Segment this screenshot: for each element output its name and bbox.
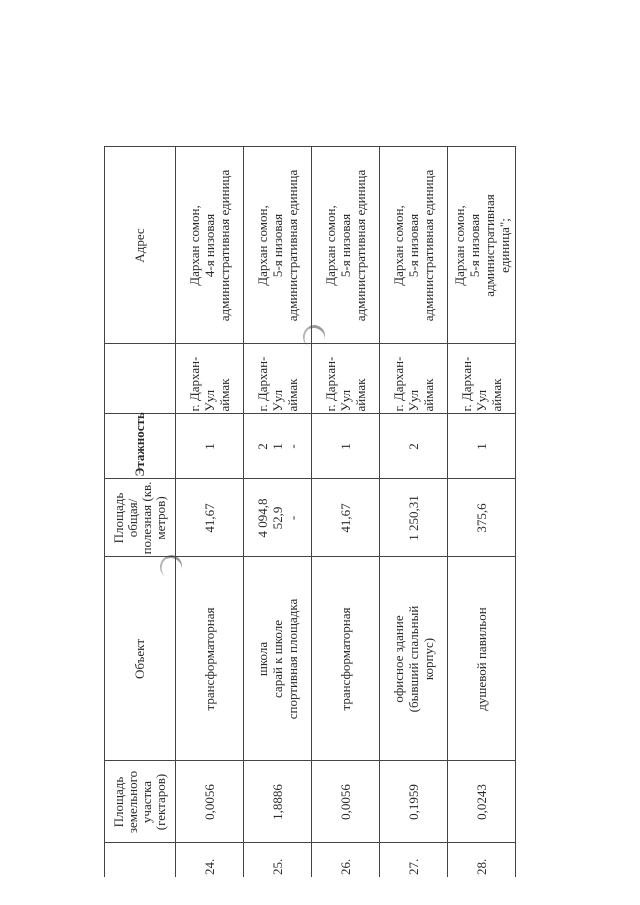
cell-location-line: г. Дархан- [187, 356, 202, 412]
cell-address-line: единица"; [496, 218, 512, 273]
cell-land-area: 1,8886 [244, 761, 312, 843]
cell-location-line: Уул [202, 389, 217, 412]
cell-total-area [176, 479, 244, 557]
cell-location-line: Уул [270, 389, 285, 412]
cell-address-line: Дархан сомон, [451, 205, 467, 286]
table-row [312, 147, 380, 877]
cell-total-area-line: 1 250,31 [406, 495, 421, 541]
cell-floors-line: 2 [255, 443, 270, 450]
cell-address-line: 5-я низовая [338, 213, 353, 278]
cell-number: 27. [380, 843, 448, 877]
cell-object-line: трансформаторная [338, 607, 353, 711]
cell-total-area-line: 4 094,8 [255, 498, 270, 538]
cell-address-line: Дархан сомон, [255, 205, 270, 286]
cell-address [244, 147, 312, 344]
cell-floors-line: 1 [202, 443, 217, 450]
table-row [448, 147, 516, 877]
cell-address [176, 147, 244, 344]
cell-object-line: спортивная площадка [285, 598, 300, 720]
header-address: Адрес [105, 147, 176, 344]
table-header-row [105, 147, 176, 877]
cell-floors [244, 414, 312, 479]
header-number [105, 843, 176, 877]
cell-location-line: аймак [285, 378, 300, 412]
cell-total-area-line: 52,9 [270, 506, 285, 530]
cell-total-area-line: 375,6 [474, 503, 489, 533]
header-land-area: Площадь земельного участка (гектаров) [105, 761, 176, 843]
cell-location-line: г. Дархан- [255, 356, 270, 412]
cell-location [448, 344, 516, 414]
cell-object [176, 557, 244, 761]
cell-land-area: 0,0056 [312, 761, 380, 843]
cell-number: 26. [312, 843, 380, 877]
cell-address [448, 147, 516, 344]
cell-floors-line: 1 [338, 443, 353, 450]
cell-object [312, 557, 380, 761]
cell-address-line: 4-я низовая [202, 213, 217, 278]
cell-object-line: корпус) [421, 637, 436, 681]
cell-address [312, 147, 380, 344]
cell-floors [312, 414, 380, 479]
cell-land-area: 0,0243 [448, 761, 516, 843]
cell-total-area-line: - [285, 515, 300, 521]
cell-floors-line: 1 [270, 443, 285, 450]
cell-floors [448, 414, 516, 479]
cell-floors-line: - [285, 444, 300, 449]
cell-number: 28. [448, 843, 516, 877]
cell-address-line: Дархан сомон, [187, 205, 202, 286]
cell-floors [380, 414, 448, 479]
cell-object-line: душевой павильон [474, 607, 489, 711]
header-total-area: Площадь общая/полезная (кв. метров) [105, 479, 176, 557]
cell-total-area [380, 479, 448, 557]
cell-address-line: административная единица [353, 169, 368, 322]
cell-address-line: административная единица [421, 169, 436, 322]
cell-object [380, 557, 448, 761]
cell-location-line: г. Дархан- [459, 356, 474, 412]
cell-location-line: Уул [406, 389, 421, 412]
cell-object-line: офисное здание [391, 615, 406, 703]
cell-address-line: 5-я низовая [406, 213, 421, 278]
cell-floors [176, 414, 244, 479]
cell-location-line: аймак [421, 378, 436, 412]
table-row [380, 147, 448, 877]
cell-location-line: аймак [489, 378, 504, 412]
cell-total-area [312, 479, 380, 557]
cell-location-line: Уул [474, 389, 489, 412]
cell-object-line: сарай к школе [270, 620, 285, 698]
cell-total-area-line: 41,67 [202, 503, 217, 533]
cell-floors-line: 2 [406, 443, 421, 450]
cell-floors-line: 1 [474, 443, 489, 450]
cell-number: 25. [244, 843, 312, 877]
table-row [244, 147, 312, 877]
cell-address-line: Дархан сомон, [323, 205, 338, 286]
cell-address-line: 5-я низовая [270, 213, 285, 278]
property-table [104, 147, 516, 878]
cell-address-line: 5-я низовая [466, 213, 482, 278]
cell-object [448, 557, 516, 761]
header-floors: Этажность [105, 414, 176, 479]
cell-location-line: Уул [338, 389, 353, 412]
cell-total-area-line: 41,67 [338, 503, 353, 533]
cell-location [176, 344, 244, 414]
cell-location [380, 344, 448, 414]
cell-location-line: г. Дархан- [391, 356, 406, 412]
cell-address-line: Дархан сомон, [391, 205, 406, 286]
header-object: Объект [105, 557, 176, 761]
cell-object-line: (бывший спальный [406, 605, 421, 713]
cell-land-area: 0,1959 [380, 761, 448, 843]
cell-location-line: аймак [217, 378, 232, 412]
cell-address [380, 147, 448, 344]
cell-total-area [448, 479, 516, 557]
cell-object-line: школа [255, 641, 270, 677]
cell-address-line: административная единица [285, 169, 300, 322]
cell-location [312, 344, 380, 414]
cell-location [244, 344, 312, 414]
header-location [105, 344, 176, 414]
rotated-page-content [104, 147, 512, 877]
cell-land-area: 0,0056 [176, 761, 244, 843]
cell-object [244, 557, 312, 761]
cell-object-line: трансформаторная [202, 607, 217, 711]
cell-location-line: аймак [353, 378, 368, 412]
cell-address-line: административная [481, 194, 497, 297]
cell-total-area [244, 479, 312, 557]
cell-address-line: административная единица [217, 169, 232, 322]
cell-location-line: г. Дархан- [323, 356, 338, 412]
table-row [176, 147, 244, 877]
cell-number: 24. [176, 843, 244, 877]
